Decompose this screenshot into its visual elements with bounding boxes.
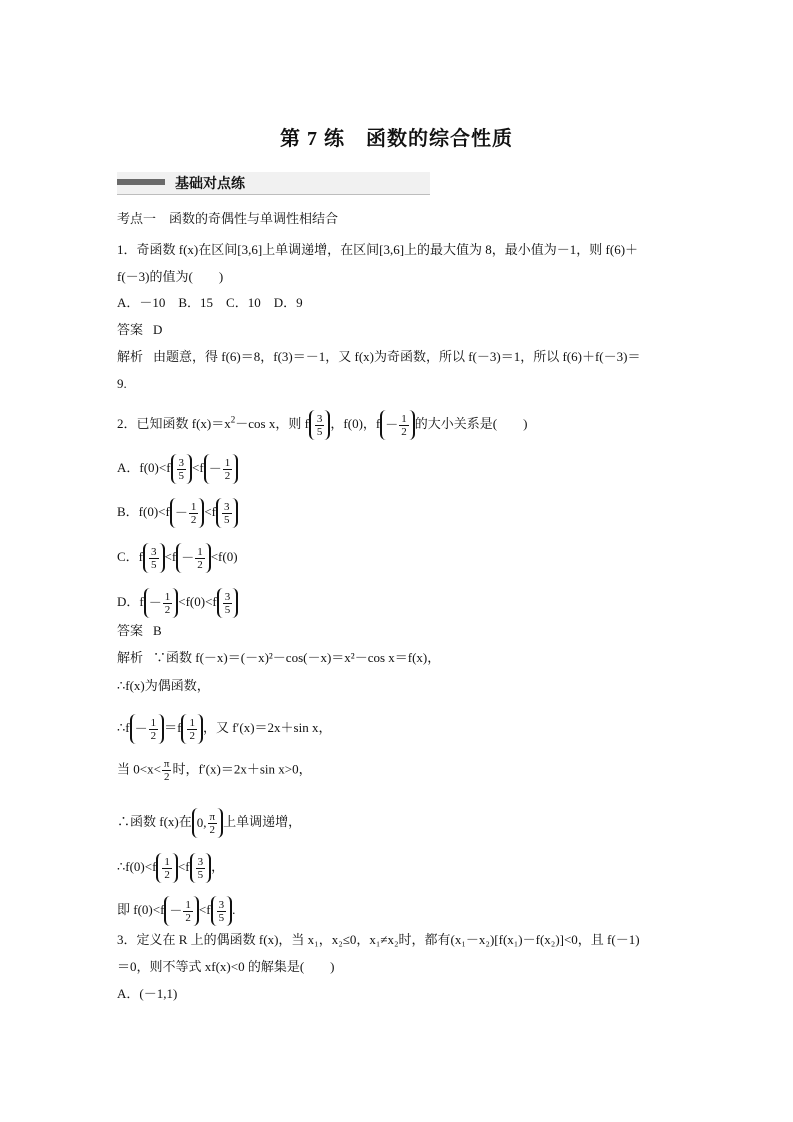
q2-analysis-line2: ∴f(x)为偶函数，: [117, 678, 210, 693]
page-title: 第 7 练 函数的综合性质: [280, 128, 513, 150]
numerator: 1: [189, 716, 195, 729]
minus: －: [385, 417, 399, 432]
q2-stem-part: －cos x，则 f: [235, 415, 309, 431]
numerator: π: [209, 810, 216, 823]
option-text: <f(0): [210, 548, 238, 564]
q1-options: A．－10 B．15 C．10 D．9: [117, 295, 303, 310]
denominator: 2: [401, 425, 407, 438]
paren-expr: [216, 498, 238, 528]
q2-analysis-line7: [117, 896, 235, 926]
option-text: D．f: [117, 593, 144, 609]
analysis-text: 由题意，得 f(6)＝8，f(3)＝－1，又 f(x)为奇函数，所以 f(－3)＝1，所以 f(6)＋f(－3)＝: [153, 349, 641, 364]
q2-analysis-line4: [117, 758, 312, 783]
q2-analysis-line5: [117, 808, 301, 838]
fraction: [195, 546, 205, 571]
denominator: 2: [164, 868, 170, 881]
fraction: [223, 591, 233, 616]
exponent: 2: [230, 414, 236, 425]
fraction: [222, 501, 232, 526]
analysis-text: 当 0<x<: [117, 761, 161, 777]
paren-expr: [380, 410, 415, 440]
numerator: 1: [185, 898, 191, 911]
denominator: 5: [218, 911, 225, 924]
fraction: [187, 717, 197, 742]
section-bar-decoration: [117, 179, 165, 185]
numerator: 1: [190, 500, 197, 513]
fraction: [208, 811, 218, 836]
q2-analysis-line3: [117, 714, 331, 744]
denominator: 2: [163, 771, 170, 783]
paren-expr: [309, 410, 331, 440]
fraction: [163, 591, 173, 616]
fraction: [149, 546, 159, 571]
paren-expr: [130, 714, 165, 744]
denominator: 2: [224, 469, 231, 482]
fraction: [177, 457, 187, 482]
denominator: 5: [316, 425, 323, 438]
analysis-text: ，又 f′(x)＝2x＋sin x，: [202, 719, 332, 735]
option-text: <f: [192, 459, 204, 475]
analysis-text: .: [232, 901, 236, 917]
fraction: [183, 899, 193, 924]
option-text: B．f(0)<f: [117, 503, 170, 519]
answer-label: 答案: [117, 323, 144, 338]
paren-expr: [204, 454, 239, 484]
q3-stem-line2: ＝0，则不等式 xf(x)<0 的解集是( ): [117, 959, 335, 974]
numerator: 1: [224, 456, 231, 469]
analysis-text: <f: [177, 858, 190, 874]
q1-stem-line1: 1．奇函数 f(x)在区间[3,6]上单调递增，在区间[3,6]上的最大值为 8，最小值为－1，则 f(6)＋: [117, 242, 639, 257]
paren-expr: [143, 543, 165, 573]
fraction: [162, 856, 172, 881]
answer-label: 答案: [117, 624, 144, 639]
q1-stem-line2: f(－3)的值为( ): [117, 269, 224, 284]
q2-analysis-line6: [117, 853, 224, 883]
q2-answer: [117, 622, 162, 641]
numerator: 3: [178, 456, 185, 469]
analysis-text: ∴f(0)<f: [117, 858, 157, 874]
option-text: <f: [164, 548, 177, 564]
fraction: [189, 501, 199, 526]
denominator: 5: [178, 469, 185, 482]
paren-expr: [144, 588, 179, 618]
denominator: 2: [190, 513, 197, 526]
minus: －: [148, 595, 162, 610]
fraction: [217, 899, 227, 924]
analysis-text: ∵函数 f(－x)＝(－x)²－cos(－x)＝x²－cos x＝f(x)，: [153, 650, 441, 665]
q1-analysis-line2: 9.: [117, 376, 127, 391]
paren-expr: [181, 714, 203, 744]
analysis-text: ∴f: [117, 719, 130, 735]
fraction: [399, 413, 409, 438]
q2-option-a: [117, 454, 238, 484]
paren-expr: [176, 543, 211, 573]
paren-expr: [192, 808, 223, 838]
numerator: 1: [401, 412, 407, 425]
numerator: 1: [164, 590, 171, 603]
option-text: A．f(0)<f: [117, 459, 171, 475]
denominator: 5: [224, 603, 231, 616]
fraction: [196, 856, 206, 881]
answer-value: D: [153, 322, 163, 337]
denominator: 2: [209, 823, 216, 836]
answer-value: B: [153, 623, 162, 638]
fraction: [149, 717, 159, 742]
topic-heading: 考点一 函数的奇偶性与单调性相结合: [117, 212, 339, 227]
numerator: 1: [197, 545, 203, 558]
minus: －: [134, 721, 148, 736]
numerator: 3: [218, 898, 225, 911]
paren-expr: [164, 896, 199, 926]
minus: －: [174, 505, 188, 520]
interval-start: 0,: [196, 815, 207, 830]
q2-stem-part: 的大小关系是( ): [414, 415, 528, 431]
q2-option-d: [117, 588, 238, 618]
analysis-text: 上单调递增，: [223, 813, 302, 829]
fraction: [315, 413, 325, 438]
q1-analysis-line1: [117, 348, 640, 367]
denominator: 2: [150, 729, 157, 742]
analysis-label: 解析: [117, 651, 144, 666]
section-label: 基础对点练: [175, 176, 245, 192]
denominator: 5: [197, 868, 204, 881]
minus: －: [169, 903, 183, 918]
option-text: <f: [204, 503, 217, 519]
numerator: 3: [197, 855, 204, 868]
denominator: 2: [189, 729, 195, 742]
paren-expr: [171, 454, 193, 484]
option-text: C．f: [117, 548, 144, 564]
q2-option-c: [117, 543, 238, 573]
minus: －: [208, 461, 222, 476]
numerator: 3: [151, 545, 157, 558]
fraction: [162, 758, 172, 783]
analysis-text: ，: [211, 858, 225, 874]
denominator: 5: [224, 513, 230, 526]
denominator: 5: [151, 558, 157, 571]
option-text: <f(0): [178, 593, 206, 609]
paren-expr: [156, 853, 178, 883]
numerator: 3: [224, 500, 230, 513]
fraction: [223, 457, 233, 482]
analysis-text: ∴函数 f(x)在: [117, 813, 192, 829]
analysis-text: <f: [198, 901, 211, 917]
numerator: 3: [224, 590, 231, 603]
paren-expr: [211, 896, 236, 926]
q3-stem-line1: 3．定义在 R 上的偶函数 f(x)，当 x₁，x₂≤0，x₁≠x₂时，都有(x₁－x₂)[f(x₁)－f(x₂)]<0，且 f(－1): [117, 932, 640, 947]
numerator: 1: [164, 855, 170, 868]
option-text: <f: [205, 593, 217, 609]
q2-option-b: [117, 498, 238, 528]
analysis-text: 时，f′(x)＝2x＋sin x>0，: [172, 761, 312, 777]
q1-answer: [117, 321, 162, 340]
paren-expr: [217, 588, 239, 618]
q2-analysis-line1: [117, 649, 440, 668]
analysis-label: 解析: [117, 350, 144, 365]
q3-option-a: A．(－1,1): [117, 986, 178, 1001]
numerator: 3: [316, 412, 323, 425]
numerator: π: [163, 758, 170, 770]
q2-stem-part: 2．已知函数 f(x)＝x: [117, 415, 231, 431]
minus: －: [181, 550, 195, 565]
q2-stem-part: ，f(0)，f: [330, 415, 381, 431]
numerator: 1: [150, 716, 157, 729]
section-header: [117, 172, 430, 195]
denominator: 2: [197, 558, 203, 571]
analysis-text: ＝f: [164, 719, 182, 735]
denominator: 2: [185, 911, 191, 924]
q2-stem: [117, 410, 527, 440]
analysis-text: 即 f(0)<f: [117, 901, 165, 917]
paren-expr: [170, 498, 205, 528]
denominator: 2: [164, 603, 171, 616]
paren-expr: [190, 853, 212, 883]
